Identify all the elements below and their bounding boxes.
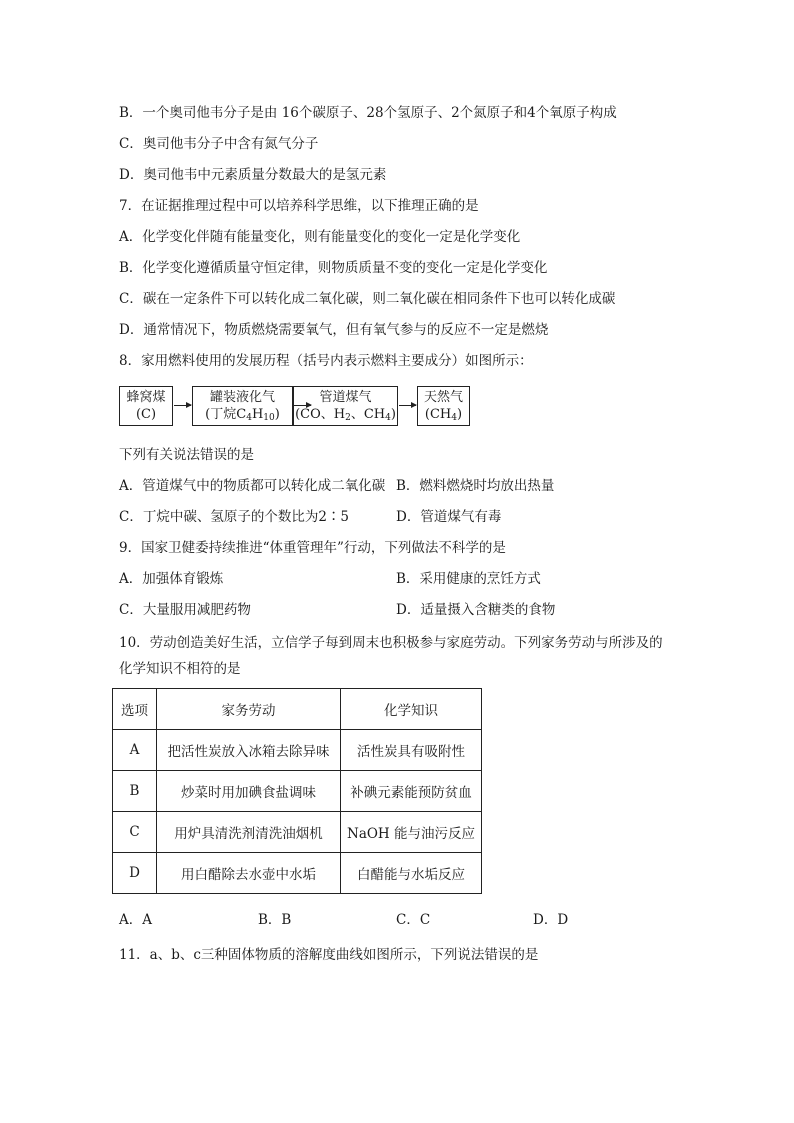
q7-option-c: C．碳在一定条件下可以转化成二氧化碳，则二氧化碳在相同条件下也可以转化成碳 [119,291,616,307]
flow-box-honeycomb-coal [119,386,173,426]
flow-box3-formula: (CO、$H_2$、$CH_4$) [295,407,396,423]
flow-box4-name: 天然气 [423,390,463,405]
q9-option-a: A．加强体育锻炼 [119,571,224,587]
table-cell: NaOH 能与油污反应 [341,812,482,853]
table-cell: C [113,812,157,853]
flow-box-natural-gas [417,386,470,426]
fuel-flow-diagram [119,386,479,428]
table-row [113,853,482,894]
q11-stem: 11．a、b、c三种固体物质的溶解度曲线如图所示，下列说法错误的是 [119,947,539,963]
flow-arrow-1 [174,405,191,406]
q6-option-d: D．奥司他韦中元素质量分数最大的是氢元素 [119,167,387,183]
table-cell: 炒菜时用加碘食盐调味 [157,771,341,812]
q8-question: 下列有关说法错误的是 [119,447,254,463]
table-header-row [113,689,482,730]
table-cell: A [113,730,157,771]
q10-option-c: C．C [396,912,431,928]
q9-option-b: B．采用健康的烹饪方式 [396,571,541,587]
q10-stem-line2: 化学知识不相符的是 [119,661,241,677]
table-cell: B [113,771,157,812]
table-row [113,812,482,853]
table-header-cell: 化学知识 [341,689,482,730]
q7-option-a: A．化学变化伴随有能量变化，则有能量变化的变化一定是化学变化 [119,229,521,245]
q10-option-d: D．D [533,912,569,928]
q10-knowledge-table [112,688,482,894]
q9-option-d: D．适量摄入含糖类的食物 [396,602,556,618]
q10-option-a: A．A [119,912,152,928]
q10-option-b: B．B [258,912,292,928]
flow-box4-formula: $(CH_4)$ [424,407,463,423]
q6-option-b: B．一个奥司他韦分子是由 16个碳原子、28个氢原子、2个氮原子和4个氧原子构成 [119,105,617,121]
table-header-cell: 家务劳动 [157,689,341,730]
table-cell: D [113,853,157,894]
flow-box1-formula: (C) [135,407,157,422]
table-cell: 用白醋除去水壶中水垢 [157,853,341,894]
q6-option-c: C．奥司他韦分子中含有氮气分子 [119,136,319,152]
q7-stem: 7．在证据推理过程中可以培养科学思维，以下推理正确的是 [119,198,479,214]
flow-box1-name: 蜂窝煤 [126,390,166,405]
table-row [113,771,482,812]
table-cell: 用炉具清洗剂清洗油烟机 [157,812,341,853]
q8-option-a: A．管道煤气中的物质都可以转化成二氧化碳 [119,478,386,494]
q9-option-c: C．大量服用减肥药物 [119,602,251,618]
flow-box3-name: 管道煤气 [319,390,372,405]
q10-stem-line1: 10．劳动创造美好生活，立信学子每到周末也积极参与家庭劳动。下列家务劳动与所涉及的 [119,635,663,651]
q7-option-d: D．通常情况下，物质燃烧需要氧气，但有氧气参与的反应不一定是燃烧 [119,322,549,338]
q7-option-b: B．化学变化遵循质量守恒定律，则物质质量不变的变化一定是化学变化 [119,260,548,276]
table-cell: 把活性炭放入冰箱去除异味 [157,730,341,771]
q8-option-b: B．燃料燃烧时均放出热量 [396,478,555,494]
flow-box2-name: 罐装液化气 [209,390,275,405]
q8-option-d: D．管道煤气有毒 [396,509,502,525]
flow-box2-formula: (丁烷$C_4H_{10}$) [205,407,280,423]
table-header-cell: 选项 [113,689,157,730]
flow-box-lpg [192,386,293,426]
table-cell: 活性炭具有吸附性 [341,730,482,771]
flow-box-pipeline-gas [293,386,398,426]
q8-stem: 8．家用燃料使用的发展历程（括号内表示燃料主要成分）如图所示： [119,353,533,369]
flow-arrow-3 [399,405,416,406]
q9-stem: 9．国家卫健委持续推进“体重管理年”行动，下列做法不科学的是 [119,540,506,556]
table-cell: 补碘元素能预防贫血 [341,771,482,812]
q8-option-c: C．丁烷中碳、氢原子的个数比为2∶5 [119,509,350,525]
table-row [113,730,482,771]
table-cell: 白醋能与水垢反应 [341,853,482,894]
